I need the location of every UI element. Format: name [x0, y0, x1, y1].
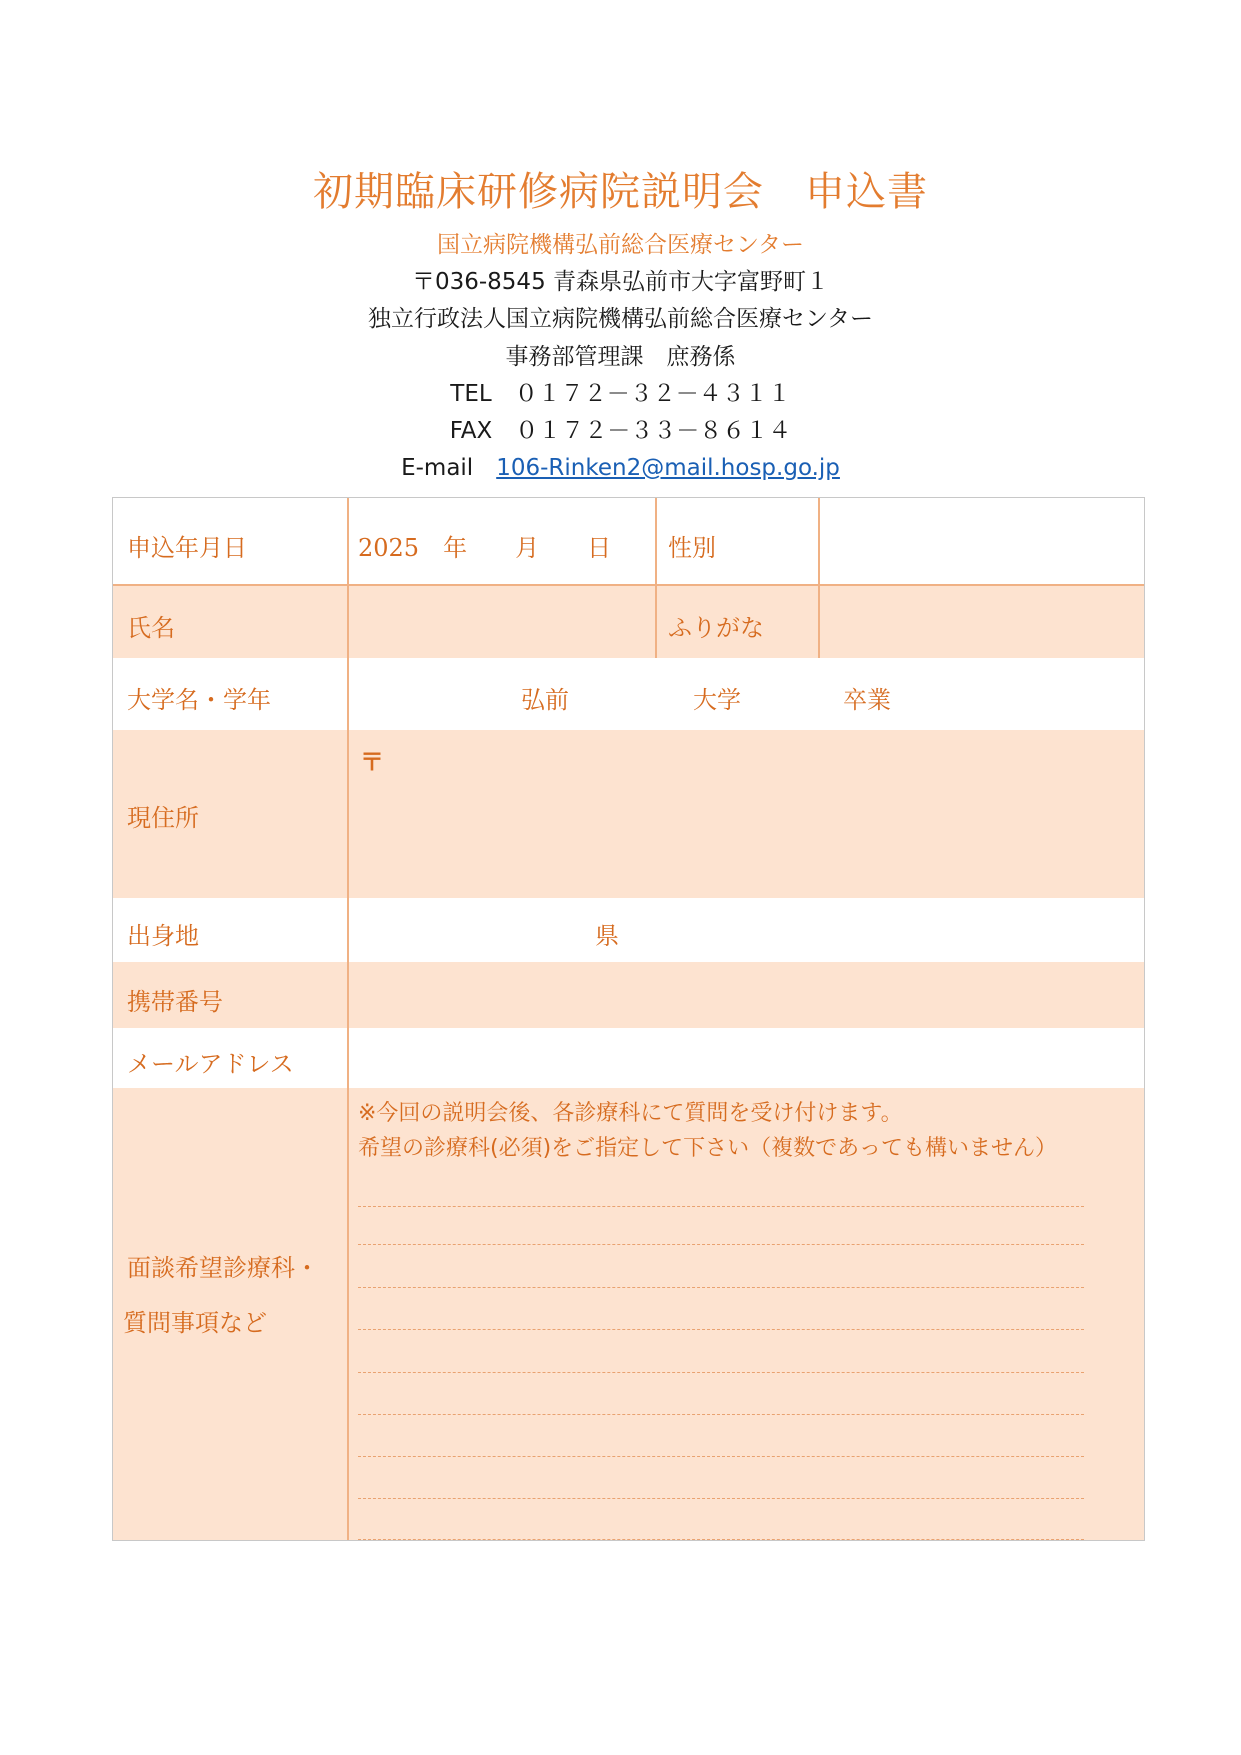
tel-number: TEL ０１７２－３２－４３１１: [450, 381, 791, 407]
page-title: 初期臨床研修病院説明会 申込書: [313, 169, 928, 215]
postal-address: 〒036-8545 青森県弘前市大字富野町１: [411, 269, 830, 295]
row-email: [113, 1028, 1144, 1088]
interview-note-1: ※今回の説明会後、各診療科にて質問を受け付けます。: [358, 1101, 903, 1126]
hospital-name: 国立病院機構弘前総合医療センター: [436, 232, 805, 258]
row-address: [113, 730, 1144, 898]
graduation-text: 卒業: [843, 686, 891, 714]
date-label: 申込年月日: [127, 534, 247, 562]
row-interview: [113, 1088, 1144, 1540]
interview-note-2: 希望の診療科(必須)をご指定して下さい（複数であっても構いません）: [358, 1136, 1057, 1161]
interview-text-area[interactable]: [349, 1158, 1144, 1540]
name-field[interactable]: [349, 586, 655, 658]
writing-line: [358, 1498, 1084, 1499]
postal-mark: 〒: [360, 748, 384, 776]
address-label: 現住所: [127, 804, 199, 832]
row-hometown: [113, 898, 1144, 962]
email-field-label: メールアドレス: [127, 1050, 294, 1078]
row-mobile: [113, 962, 1144, 1028]
writing-line: [358, 1244, 1084, 1245]
row-date: [113, 498, 1144, 584]
furigana-label: ふりがな: [668, 614, 764, 642]
writing-line: [358, 1206, 1084, 1207]
fax-number: FAX ０１７２－３３－８６１４: [449, 418, 792, 444]
row-name: [113, 586, 1144, 658]
furigana-field[interactable]: [831, 586, 1141, 658]
email-label: E-mail: [401, 455, 474, 481]
row-divider: [113, 584, 1144, 586]
interview-label-line1: 面談希望診療科・: [127, 1254, 319, 1282]
university-unit: 大学: [693, 686, 741, 714]
name-label: 氏名: [127, 614, 175, 642]
column-divider-right: [818, 498, 820, 658]
university-label: 大学名・学年: [127, 686, 271, 714]
date-field[interactable]: 2025 年 月 日: [358, 534, 612, 562]
email-contact: [0, 449, 1241, 482]
application-form: [112, 497, 1145, 1541]
hometown-label: 出身地: [127, 922, 199, 950]
writing-line: [358, 1287, 1084, 1288]
organization-name: 独立行政法人国立病院機構弘前総合医療センター: [367, 306, 874, 332]
row-university: [113, 658, 1144, 730]
column-divider: [347, 498, 349, 1540]
writing-line: [358, 1539, 1084, 1540]
gender-field[interactable]: [831, 500, 1141, 582]
gender-label: 性別: [668, 534, 716, 562]
writing-line: [358, 1329, 1084, 1330]
email-field[interactable]: [349, 1028, 1144, 1088]
prefecture-suffix: 県: [595, 922, 619, 950]
writing-line: [358, 1456, 1084, 1457]
interview-label-line2: 質問事項など: [123, 1309, 267, 1337]
writing-line: [358, 1372, 1084, 1373]
writing-line: [358, 1414, 1084, 1415]
email-link[interactable]: 106-Rinken2@mail.hosp.go.jp: [496, 455, 840, 481]
column-divider-mid: [655, 498, 657, 658]
university-place: 弘前: [521, 686, 569, 714]
mobile-field[interactable]: [349, 962, 1144, 1028]
mobile-label: 携帯番号: [127, 988, 223, 1016]
department-name: 事務部管理課 庶務係: [505, 344, 736, 370]
address-field[interactable]: [349, 730, 1144, 898]
